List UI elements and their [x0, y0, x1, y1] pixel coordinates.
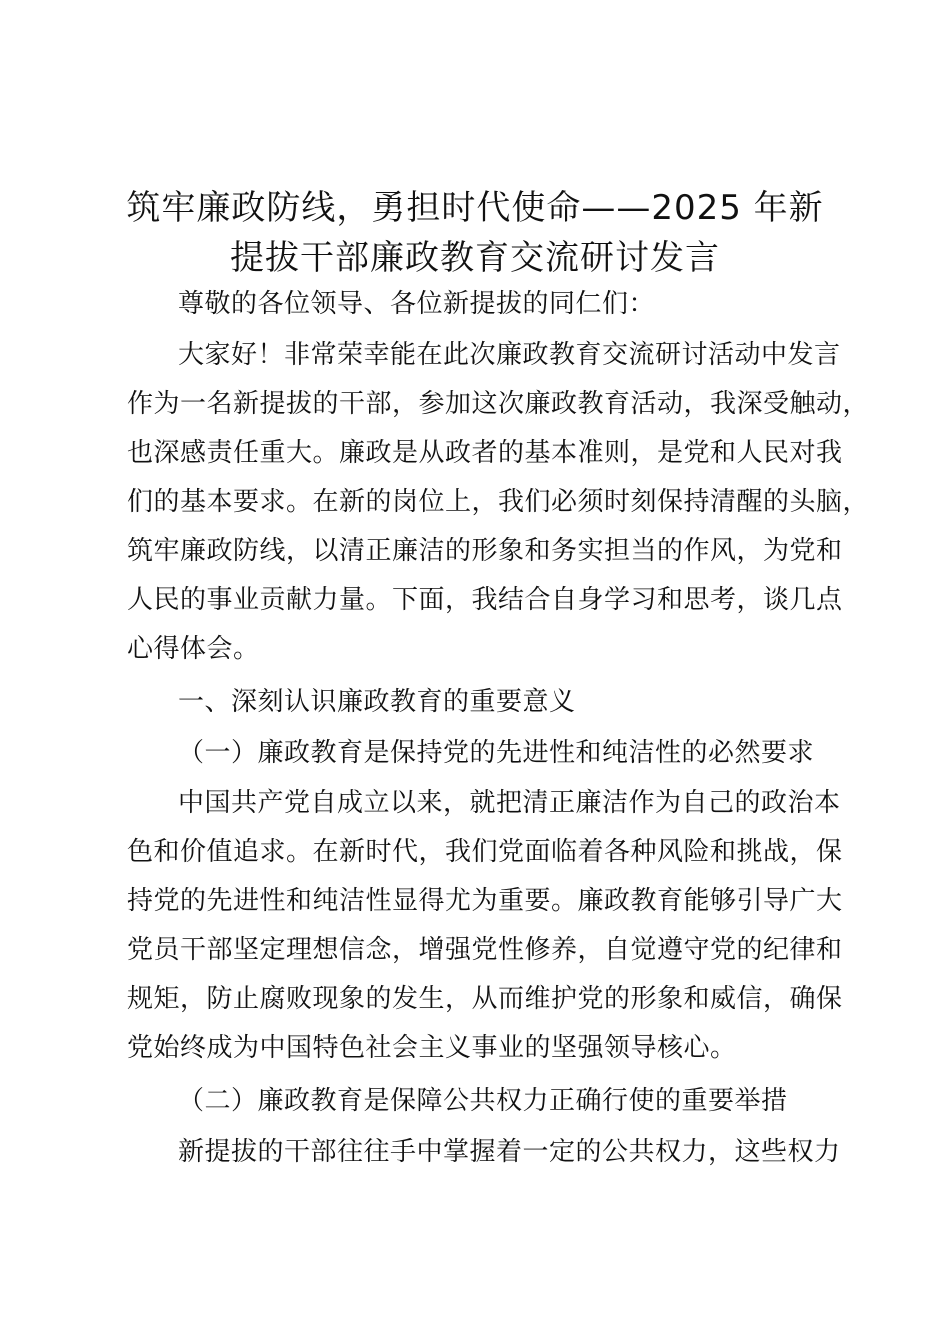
subsection-heading: （二）廉政教育是保障公共权力正确行使的重要举措	[178, 1086, 788, 1116]
body-line: 党始终成为中国特色社会主义事业的坚强领导核心。	[127, 1033, 737, 1063]
salutation: 尊敬的各位领导、各位新提拔的同仁们：	[178, 289, 656, 319]
body-line: 心得体会。	[127, 634, 260, 664]
subsection-heading: （一）廉政教育是保持党的先进性和纯洁性的必然要求	[178, 738, 815, 768]
document-title-line-2: 提拔干部廉政教育交流研讨发言	[230, 238, 720, 278]
body-line: 筑牢廉政防线，以清正廉洁的形象和务实担当的作风，为党和	[127, 536, 843, 566]
body-line: 也深感责任重大。廉政是从政者的基本准则，是党和人民对我	[127, 438, 843, 468]
body-line: 党员干部坚定理想信念，增强党性修养，自觉遵守党的纪律和	[127, 935, 843, 965]
body-line: 人民的事业贡献力量。下面，我结合自身学习和思考，谈几点	[127, 585, 843, 615]
body-line: 新提拔的干部往往手中掌握着一定的公共权力，这些权力	[178, 1137, 841, 1167]
section-heading: 一、深刻认识廉政教育的重要意义	[178, 687, 576, 717]
body-line: 色和价值追求。在新时代，我们党面临着各种风险和挑战，保	[127, 837, 843, 867]
body-line: 中国共产党自成立以来，就把清正廉洁作为自己的政治本	[178, 788, 841, 818]
body-line: 们的基本要求。在新的岗位上，我们必须时刻保持清醒的头脑，	[127, 487, 870, 517]
body-line: 规矩，防止腐败现象的发生，从而维护党的形象和威信，确保	[127, 984, 843, 1014]
document-title-line-1: 筑牢廉政防线，勇担时代使命——2025 年新	[126, 188, 824, 228]
body-line: 作为一名新提拔的干部，参加这次廉政教育活动，我深受触动，	[127, 389, 870, 419]
body-line: 持党的先进性和纯洁性显得尤为重要。廉政教育能够引导广大	[127, 886, 843, 916]
body-line: 大家好！非常荣幸能在此次廉政教育交流研讨活动中发言	[178, 340, 841, 370]
